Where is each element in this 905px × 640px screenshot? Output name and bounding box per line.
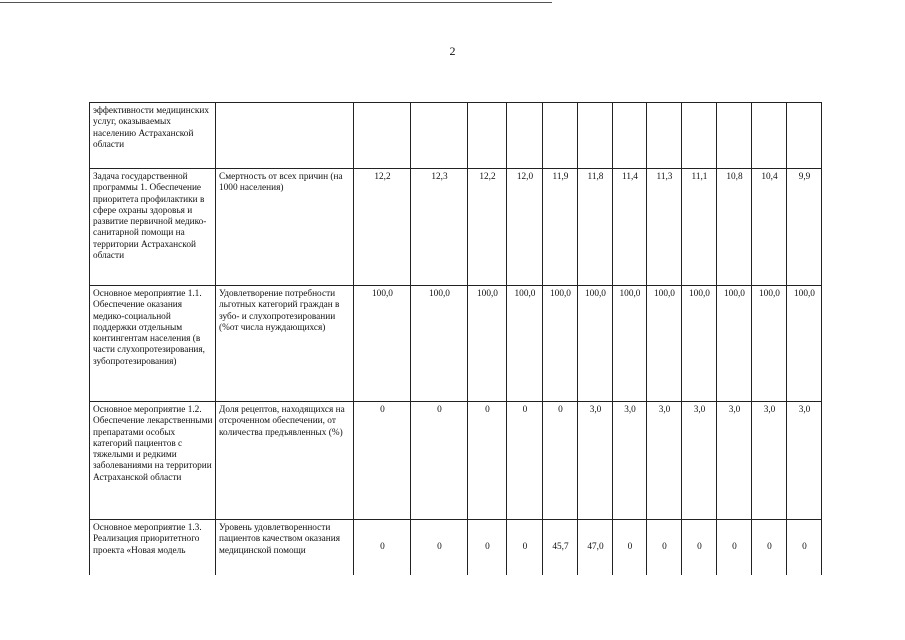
table-row: [90, 402, 822, 520]
row-name-cell: эффективности медицинских услуг, оказываемых населению Астраханской области: [90, 103, 216, 169]
indicator-cell: [216, 103, 354, 169]
value-cell: 12,0: [507, 169, 543, 286]
value-cell: 100,0: [468, 286, 507, 402]
value-cell: 100,0: [752, 286, 787, 402]
top-rule: [0, 2, 552, 3]
value-cell: 3,0: [787, 402, 822, 520]
value-cell: 3,0: [752, 402, 787, 520]
value-cell: [354, 103, 411, 169]
value-cell: 0: [468, 520, 507, 576]
value-cell: 0: [354, 402, 411, 520]
value-cell: 3,0: [647, 402, 682, 520]
value-cell: 11,8: [578, 169, 613, 286]
value-cell: 11,1: [682, 169, 717, 286]
indicators-table: [89, 102, 822, 575]
value-cell: 3,0: [717, 402, 752, 520]
value-cell: 0: [543, 402, 578, 520]
value-cell: 0: [752, 520, 787, 576]
value-cell: 0: [411, 520, 468, 576]
indicator-cell: Смертность от всех причин (на 1000 населения): [216, 169, 354, 286]
table-row: [90, 103, 822, 169]
value-cell: [613, 103, 647, 169]
value-cell: 100,0: [787, 286, 822, 402]
value-cell: 9,9: [787, 169, 822, 286]
value-cell: 45,7: [543, 520, 578, 576]
value-cell: 100,0: [543, 286, 578, 402]
value-cell: 100,0: [717, 286, 752, 402]
value-cell: 0: [507, 402, 543, 520]
value-cell: 0: [468, 402, 507, 520]
value-cell: 0: [507, 520, 543, 576]
value-cell: [682, 103, 717, 169]
value-cell: 0: [613, 520, 647, 576]
row-name-cell: Основное мероприятие 1.2. Обеспечение лекарственными препаратами особых категорий пациентов с тяжелыми и редкими заболеваниями на территории Астраханской области: [90, 402, 216, 520]
value-cell: [468, 103, 507, 169]
value-cell: 11,3: [647, 169, 682, 286]
value-cell: 47,0: [578, 520, 613, 576]
value-cell: 3,0: [682, 402, 717, 520]
value-cell: 100,0: [411, 286, 468, 402]
indicator-cell: Уровень удовлетворенности пациентов качеством оказания медицинской помощи: [216, 520, 354, 576]
value-cell: 100,0: [354, 286, 411, 402]
table-row: [90, 520, 822, 576]
indicator-cell: Доля рецептов, находящихся на отсроченном обеспечении, от количества предъявленных (%): [216, 402, 354, 520]
value-cell: [543, 103, 578, 169]
value-cell: [411, 103, 468, 169]
value-cell: 12,2: [354, 169, 411, 286]
row-name-cell: Основное мероприятие 1.1. Обеспечение оказания медико-социальной поддержки отдельным контингентам населения (в части слухопротезирования, зубопротезирования): [90, 286, 216, 402]
value-cell: 100,0: [578, 286, 613, 402]
value-cell: 100,0: [682, 286, 717, 402]
value-cell: 3,0: [578, 402, 613, 520]
value-cell: 11,9: [543, 169, 578, 286]
value-cell: 0: [647, 520, 682, 576]
value-cell: 12,3: [411, 169, 468, 286]
value-cell: 10,4: [752, 169, 787, 286]
value-cell: [787, 103, 822, 169]
value-cell: 100,0: [647, 286, 682, 402]
value-cell: 0: [682, 520, 717, 576]
row-name-cell: Основное мероприятие 1.3. Реализация приоритетного проекта «Новая модель: [90, 520, 216, 576]
value-cell: [578, 103, 613, 169]
value-cell: [507, 103, 543, 169]
value-cell: [717, 103, 752, 169]
value-cell: 0: [411, 402, 468, 520]
page-number: 2: [449, 44, 456, 58]
value-cell: 0: [787, 520, 822, 576]
table-row: [90, 286, 822, 402]
value-cell: [752, 103, 787, 169]
value-cell: 100,0: [613, 286, 647, 402]
value-cell: [647, 103, 682, 169]
value-cell: 12,2: [468, 169, 507, 286]
row-name-cell: Задача государственной программы 1. Обеспечение приоритета профилактики в сфере охраны здоровья и развитие первичной медико-санитарной помощи на территории Астраханской области: [90, 169, 216, 286]
value-cell: 0: [354, 520, 411, 576]
value-cell: 3,0: [613, 402, 647, 520]
value-cell: 11,4: [613, 169, 647, 286]
value-cell: 10,8: [717, 169, 752, 286]
table-row: [90, 169, 822, 286]
value-cell: 100,0: [507, 286, 543, 402]
value-cell: 0: [717, 520, 752, 576]
indicator-cell: Удовлетворение потребности льготных категорий граждан в зубо- и слухопротезировании (%от числа нуждающихся): [216, 286, 354, 402]
